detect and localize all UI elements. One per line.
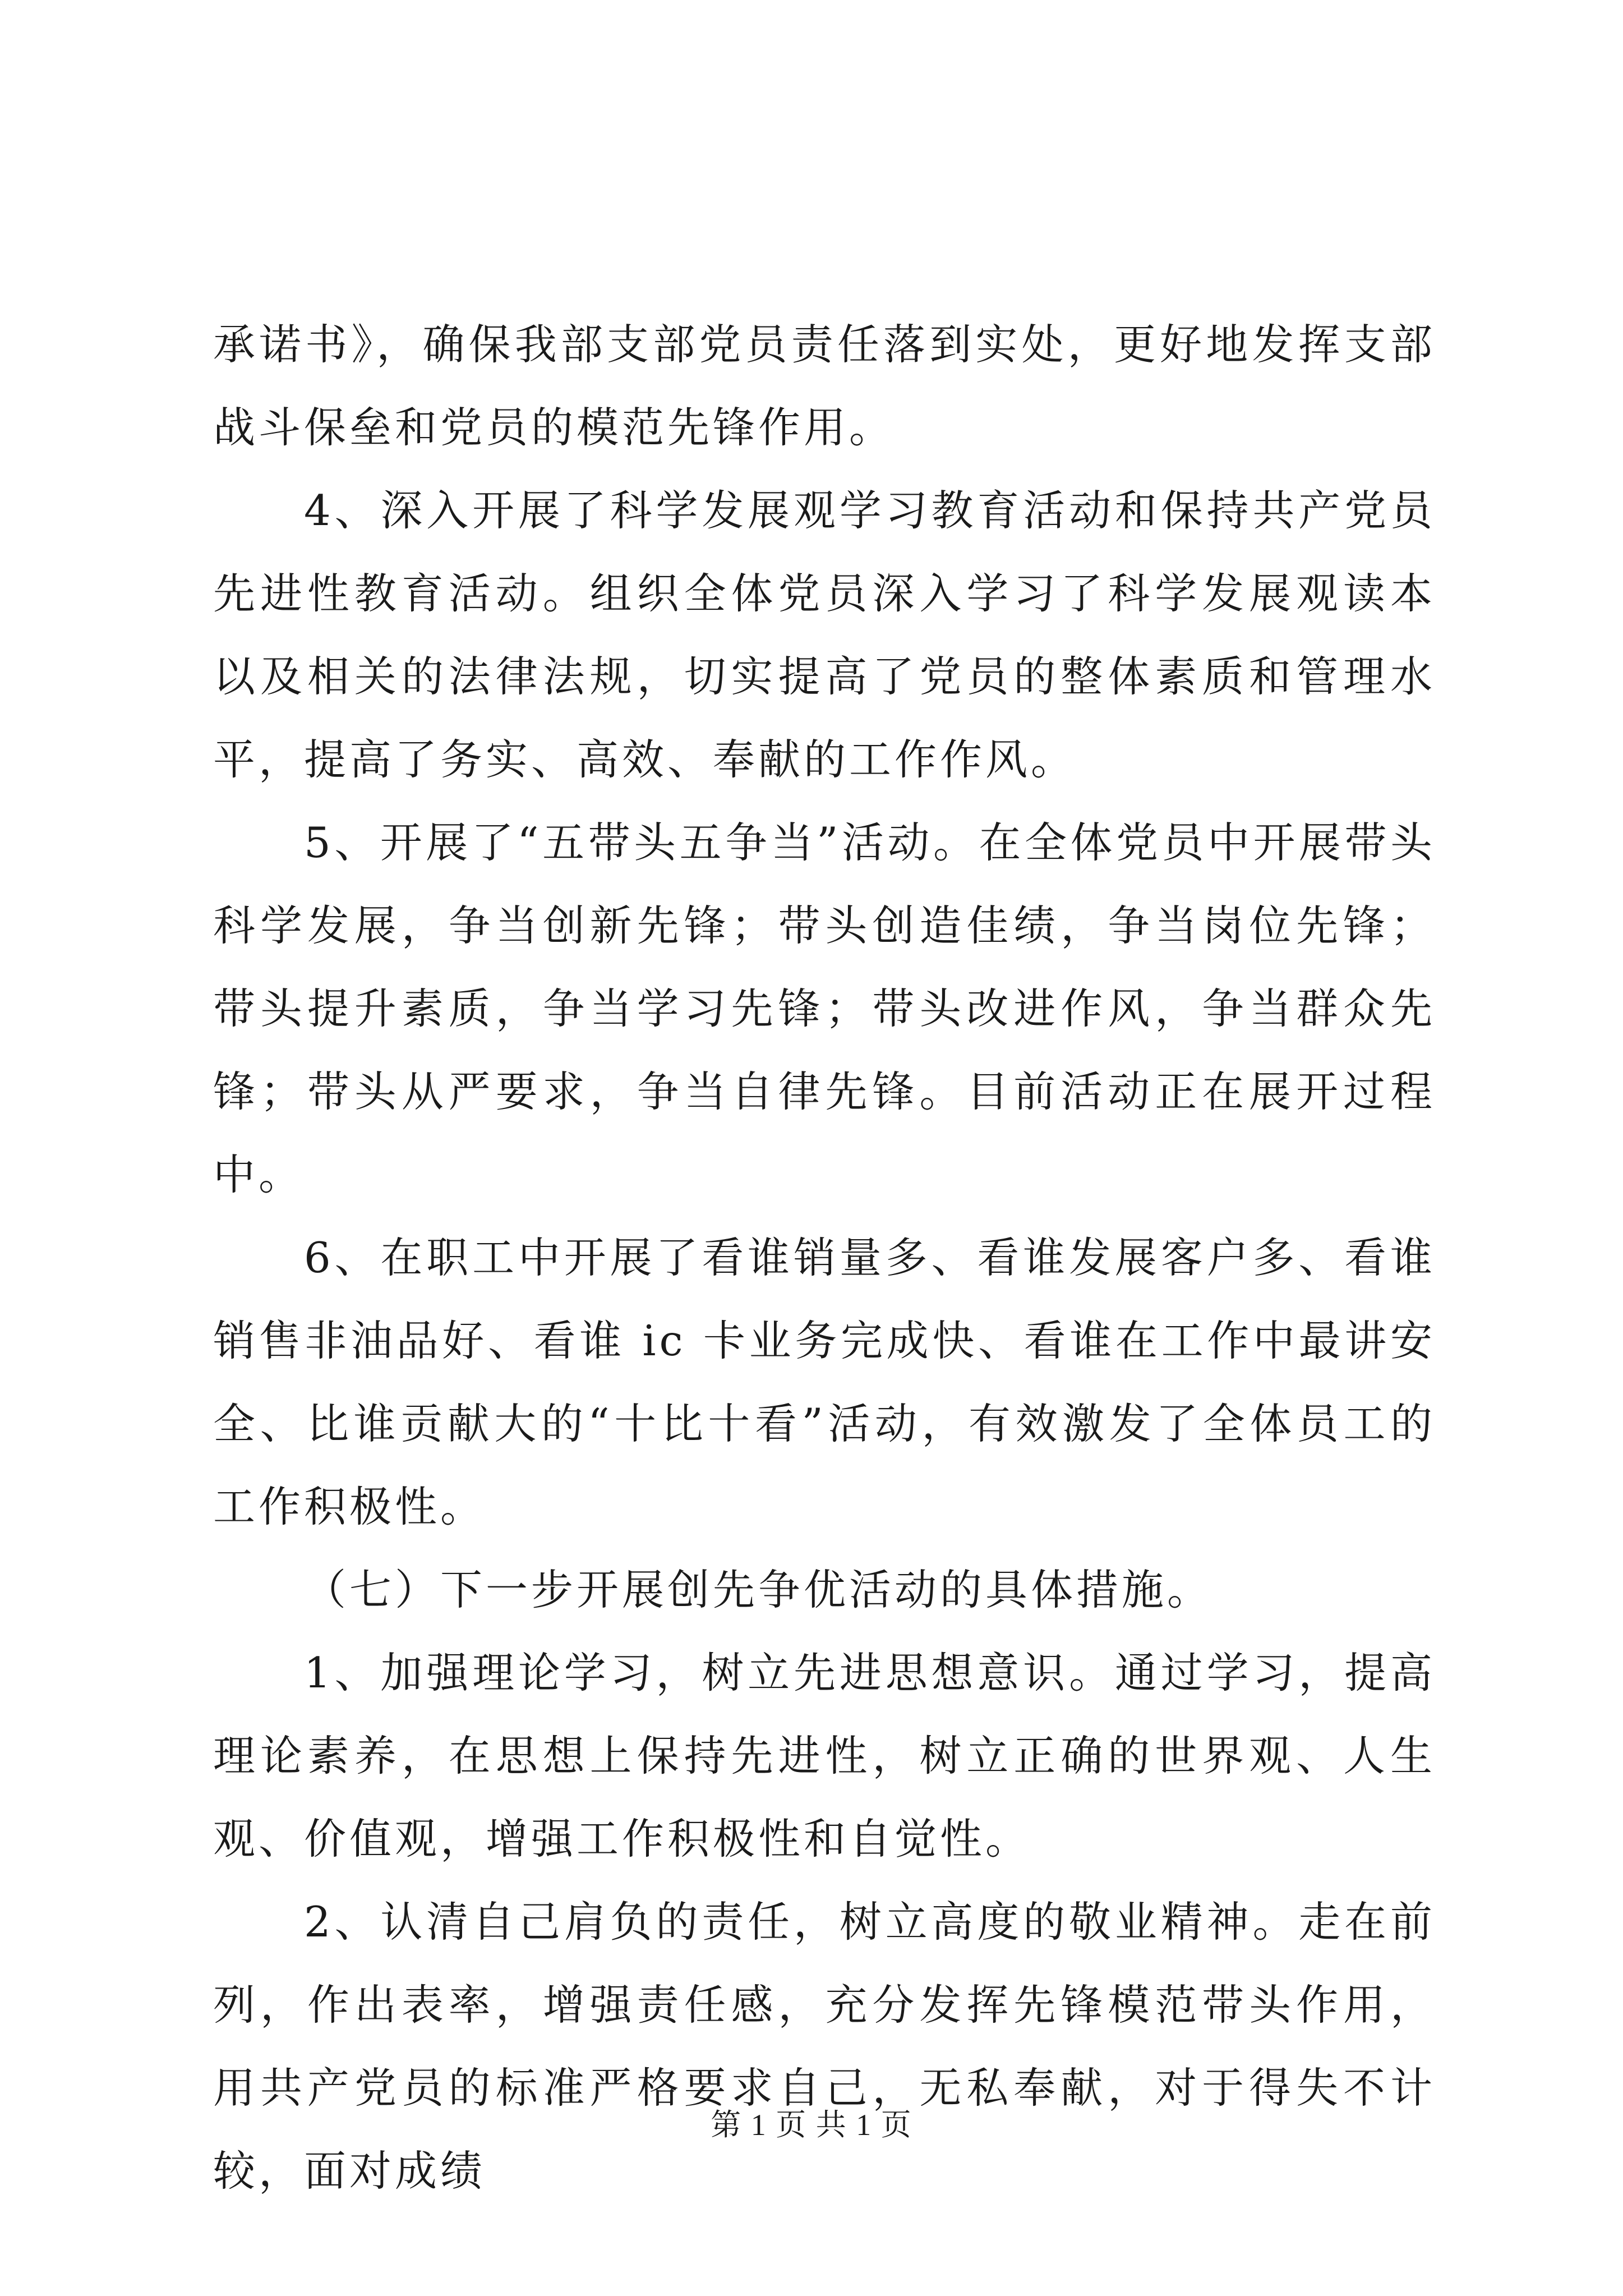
paragraph-3: 5、开展了“五带头五争当”活动。在全体党员中开展带头科学发展，争当创新先锋；带头创造佳绩，争当岗位先锋；带头提升素质，争当学习先锋；带头改进作风，争当群众先锋；带头从严要求，争当自律先锋。目前活动正在展开过程中。 <box>213 818 1436 1199</box>
paragraph-2: 4、深入开展了科学发展观学习教育活动和保持共产党员先进性教育活动。组织全体党员深入学习了科学发展观读本以及相关的法律法规，切实提高了党员的整体素质和管理水平，提高了务实、高效、奉献的工作作风。 <box>213 486 1436 784</box>
page-footer: 第 1 页 共 1 页 <box>711 2108 912 2142</box>
document-body <box>213 303 1436 2212</box>
paragraph-1: 承诺书》，确保我部支部党员责任落到实处，更好地发挥支部战斗保垒和党员的模范先锋作用。 <box>213 320 1436 452</box>
paragraph-6: 2、认清自己肩负的责任，树立高度的敬业精神。走在前列，作出表率，增强责任感，充分发挥先锋模范带头作用，用共产党员的标准严格要求自己，无私奉献，对于得失不计较，面对成绩 <box>213 1897 1436 2196</box>
section-heading: （七）下一步开展创先争优活动的具体措施。 <box>304 1565 1213 1614</box>
paragraph-4: 6、在职工中开展了看谁销量多、看谁发展客户多、看谁销售非油品好、看谁 ic 卡业务完成快、看谁在工作中最讲安全、比谁贡献大的“十比十看”活动，有效激发了全体员工的工作积极性。 <box>213 1233 1436 1531</box>
paragraph-5: 1、加强理论学习，树立先进思想意识。通过学习，提高理论素养，在思想上保持先进性，树立正确的世界观、人生观、价值观，增强工作积极性和自觉性。 <box>213 1648 1436 1864</box>
